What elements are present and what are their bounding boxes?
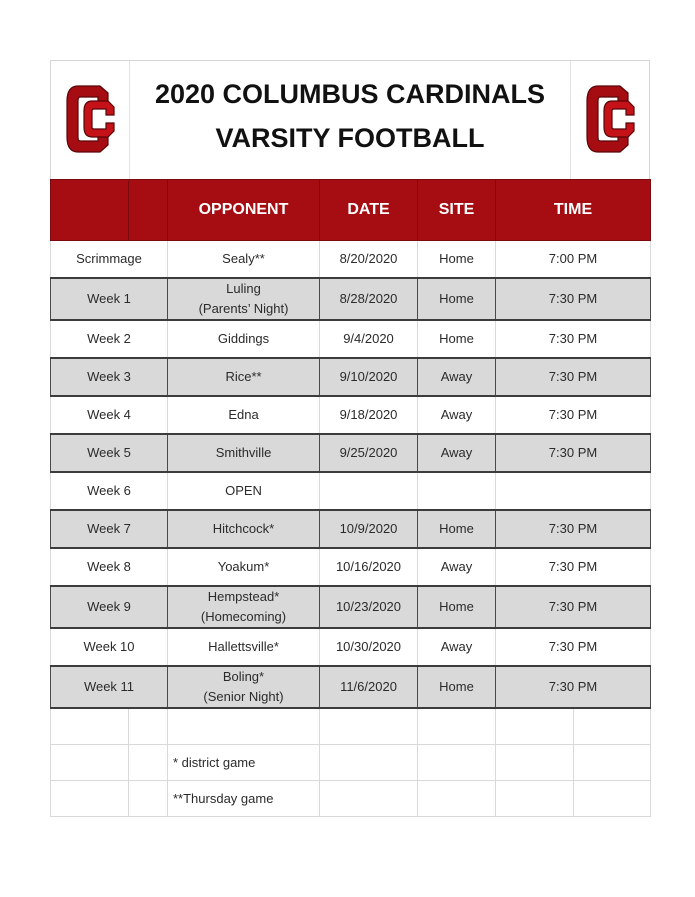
opponent-cell: Rice** bbox=[168, 358, 320, 396]
table-row bbox=[51, 586, 651, 628]
blank-row bbox=[51, 708, 651, 745]
header-blank-cell bbox=[129, 180, 168, 241]
site-cell: Home bbox=[418, 320, 496, 358]
date-cell: 11/6/2020 bbox=[320, 666, 418, 708]
week-cell: Week 8 bbox=[51, 548, 168, 586]
opponent-cell: Hallettsville* bbox=[168, 628, 320, 666]
schedule-table bbox=[50, 179, 651, 817]
site-cell: Home bbox=[418, 241, 496, 279]
table-row bbox=[51, 278, 651, 320]
table-header-row bbox=[51, 180, 651, 241]
time-cell: 7:30 PM bbox=[496, 548, 651, 586]
opponent-name: Luling bbox=[226, 281, 261, 296]
header-time: TIME bbox=[496, 180, 651, 241]
week-cell: Week 7 bbox=[51, 510, 168, 548]
opponent-cell bbox=[168, 586, 320, 628]
cc-logo-left bbox=[64, 83, 116, 155]
header-week-cell bbox=[51, 180, 129, 241]
time-cell: 7:30 PM bbox=[496, 396, 651, 434]
time-cell: 7:30 PM bbox=[496, 278, 651, 320]
time-cell: 7:30 PM bbox=[496, 666, 651, 708]
header-date: DATE bbox=[320, 180, 418, 241]
legend-row bbox=[51, 781, 651, 817]
week-cell: Week 3 bbox=[51, 358, 168, 396]
header-opponent: OPPONENT bbox=[168, 180, 320, 241]
site-cell: Home bbox=[418, 666, 496, 708]
opponent-note: (Homecoming) bbox=[200, 609, 287, 624]
opponent-name: Boling* bbox=[222, 669, 265, 684]
table-row bbox=[51, 396, 651, 434]
time-cell: 7:30 PM bbox=[496, 510, 651, 548]
logo-cell-right bbox=[570, 61, 649, 179]
legend-thursday: **Thursday game bbox=[168, 781, 320, 817]
opponent-cell bbox=[168, 666, 320, 708]
opponent-name: Hempstead* bbox=[207, 589, 280, 604]
table-row bbox=[51, 434, 651, 472]
site-cell: Away bbox=[418, 434, 496, 472]
site-cell bbox=[418, 472, 496, 510]
page-title-line1: 2020 COLUMBUS CARDINALS bbox=[154, 79, 546, 109]
table-row bbox=[51, 548, 651, 586]
schedule-header bbox=[50, 60, 650, 179]
date-cell: 8/28/2020 bbox=[320, 278, 418, 320]
legend-district: * district game bbox=[168, 745, 320, 781]
time-cell: 7:30 PM bbox=[496, 628, 651, 666]
site-cell: Away bbox=[418, 358, 496, 396]
date-cell: 9/10/2020 bbox=[320, 358, 418, 396]
table-row bbox=[51, 510, 651, 548]
date-cell: 10/30/2020 bbox=[320, 628, 418, 666]
week-cell: Week 10 bbox=[51, 628, 168, 666]
schedule-page bbox=[50, 60, 650, 817]
opponent-cell: OPEN bbox=[168, 472, 320, 510]
week-cell: Week 2 bbox=[51, 320, 168, 358]
table-row bbox=[51, 628, 651, 666]
time-cell: 7:30 PM bbox=[496, 586, 651, 628]
opponent-cell: Hitchcock* bbox=[168, 510, 320, 548]
site-cell: Home bbox=[418, 278, 496, 320]
opponent-cell: Smithville bbox=[168, 434, 320, 472]
time-cell: 7:30 PM bbox=[496, 358, 651, 396]
time-cell: 7:30 PM bbox=[496, 434, 651, 472]
table-row bbox=[51, 358, 651, 396]
table-row bbox=[51, 241, 651, 279]
opponent-cell: Sealy** bbox=[168, 241, 320, 279]
date-cell: 9/25/2020 bbox=[320, 434, 418, 472]
table-row bbox=[51, 666, 651, 708]
week-cell: Week 6 bbox=[51, 472, 168, 510]
time-cell: 7:00 PM bbox=[496, 241, 651, 279]
page-title-line2: VARSITY FOOTBALL bbox=[215, 123, 485, 153]
opponent-cell: Giddings bbox=[168, 320, 320, 358]
site-cell: Away bbox=[418, 628, 496, 666]
logo-cell-left bbox=[51, 61, 130, 179]
site-cell: Away bbox=[418, 396, 496, 434]
week-cell: Week 1 bbox=[51, 278, 168, 320]
site-cell: Home bbox=[418, 586, 496, 628]
date-cell: 9/18/2020 bbox=[320, 396, 418, 434]
week-cell: Week 11 bbox=[51, 666, 168, 708]
site-cell: Home bbox=[418, 510, 496, 548]
week-cell: Week 5 bbox=[51, 434, 168, 472]
date-cell: 10/23/2020 bbox=[320, 586, 418, 628]
table-row bbox=[51, 320, 651, 358]
cc-logo-right bbox=[584, 83, 636, 155]
opponent-note: (Senior Night) bbox=[203, 689, 284, 704]
opponent-cell bbox=[168, 278, 320, 320]
time-cell bbox=[496, 472, 651, 510]
date-cell: 10/16/2020 bbox=[320, 548, 418, 586]
date-cell: 8/20/2020 bbox=[320, 241, 418, 279]
date-cell: 10/9/2020 bbox=[320, 510, 418, 548]
time-cell: 7:30 PM bbox=[496, 320, 651, 358]
opponent-cell: Yoakum* bbox=[168, 548, 320, 586]
opponent-cell: Edna bbox=[168, 396, 320, 434]
legend-row bbox=[51, 745, 651, 781]
opponent-note: (Parents’ Night) bbox=[198, 301, 289, 316]
date-cell bbox=[320, 472, 418, 510]
week-cell: Week 9 bbox=[51, 586, 168, 628]
table-row bbox=[51, 472, 651, 510]
header-site: SITE bbox=[418, 180, 496, 241]
site-cell: Away bbox=[418, 548, 496, 586]
date-cell: 9/4/2020 bbox=[320, 320, 418, 358]
week-cell: Scrimmage bbox=[51, 241, 168, 279]
week-cell: Week 4 bbox=[51, 396, 168, 434]
